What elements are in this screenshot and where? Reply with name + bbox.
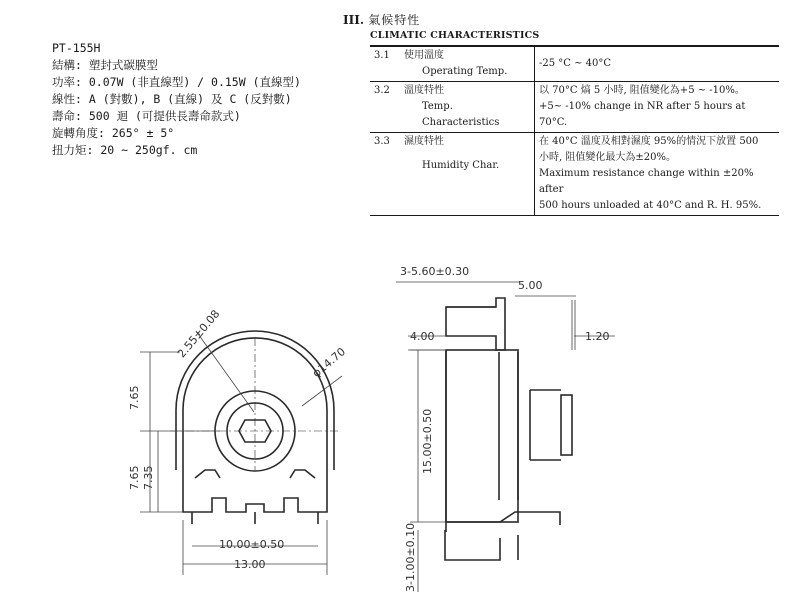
spec-value: 0.07W (非直線型) / 0.15W (直線型) xyxy=(88,75,301,89)
row-name xyxy=(400,82,535,133)
value-line: 以 70°C 熇 5 小時, 阻值變化為+5 ~ -10%。 xyxy=(539,85,745,96)
value-line: 在 40°C 溫度及相對濕度 95%的情況下放置 500 xyxy=(539,136,759,147)
hex-shaft-hole xyxy=(239,420,271,442)
row-name xyxy=(400,46,535,82)
row-name-en: Operating Temp. xyxy=(422,66,508,77)
section-title-text: 氣候特性 xyxy=(368,13,421,27)
row-name-en: Temp. Characteristics xyxy=(422,101,500,128)
dim-pins: 3-5.60±0.30 xyxy=(400,265,470,278)
dim-height-lower-b: 7.35 xyxy=(142,465,155,490)
spec-row-rotation xyxy=(52,125,352,142)
section-title xyxy=(343,11,420,28)
spec-value: A (對數), B (直線) 及 C (反對數) xyxy=(88,92,292,106)
dim-pin-height: 3-1.00±0.10 xyxy=(404,522,417,592)
table-row xyxy=(370,46,779,82)
spec-label: 線性: xyxy=(52,92,82,106)
spec-list xyxy=(52,40,352,159)
row-number: 3.3 xyxy=(370,133,400,216)
model-number: PT-155H xyxy=(52,41,101,55)
spec-value: 265° ± 5° xyxy=(111,126,175,140)
side-body xyxy=(446,350,518,522)
dim-diameter: φ14.70 xyxy=(310,345,349,380)
row-name-zh: 溫度特性 xyxy=(404,85,444,96)
spec-label: 結構: xyxy=(52,58,82,72)
dim-top: 5.00 xyxy=(518,279,543,292)
spec-row-structure xyxy=(52,57,352,74)
dim-right: 1.20 xyxy=(585,330,610,343)
housing-outline xyxy=(176,331,334,470)
row-name-zh: 使用溫度 xyxy=(404,50,444,61)
value-line: 500 hours unloaded at 40°C and R. H. 95%. xyxy=(539,200,762,211)
climatic-table xyxy=(370,45,779,216)
dim-hole: 2.55±0.08 xyxy=(175,307,223,361)
value-line: 小時, 阻值變化最大為±20%。 xyxy=(539,152,676,163)
value-line: -25 °C ~ 40°C xyxy=(539,58,612,69)
row-value xyxy=(535,46,780,82)
dim-width: 13.00 xyxy=(234,558,266,571)
table-row xyxy=(370,82,779,133)
dim-height-lower-a: 7.65 xyxy=(128,465,141,490)
row-number: 3.1 xyxy=(370,46,400,82)
row-value xyxy=(535,82,780,133)
row-name xyxy=(400,133,535,216)
dim-pin-span: 10.00±0.50 xyxy=(219,538,285,551)
row-number: 3.2 xyxy=(370,82,400,133)
table-row xyxy=(370,133,779,216)
value-line: Maximum resistance change within ±20% after xyxy=(539,168,754,195)
row-name-en: Humidity Char. xyxy=(422,160,500,171)
row-value xyxy=(535,133,780,216)
spec-row-life xyxy=(52,108,352,125)
spec-label: 扭力矩: xyxy=(52,143,94,157)
spec-value: 20 ~ 250gf. cm xyxy=(100,143,198,157)
spec-row-linearity xyxy=(52,91,352,108)
spec-label: 壽命: xyxy=(52,109,82,123)
spec-label: 功率: xyxy=(52,75,82,89)
side-pin-top xyxy=(446,298,505,350)
section-subtitle: CLIMATIC CHARACTERISTICS xyxy=(370,30,540,41)
front-view-drawing xyxy=(170,331,340,524)
spec-value: 500 迴 (可提供長壽命款式) xyxy=(88,109,241,123)
spec-row-torque xyxy=(52,142,352,159)
spec-value: 塑封式碳膜型 xyxy=(88,58,158,72)
row-name-zh: 濕度特性 xyxy=(404,136,444,147)
spec-label: 旋轉角度: xyxy=(52,126,105,140)
spec-row-power xyxy=(52,74,352,91)
side-view-drawing xyxy=(445,298,572,560)
dim-body-height: 15.00±0.50 xyxy=(421,408,434,474)
section-number: III. xyxy=(343,13,365,27)
value-line: +5~ -10% change in NR after 5 hours at 70°C. xyxy=(539,101,746,128)
dim-left: 4.00 xyxy=(410,330,435,343)
dim-height-upper: 7.65 xyxy=(128,385,141,410)
